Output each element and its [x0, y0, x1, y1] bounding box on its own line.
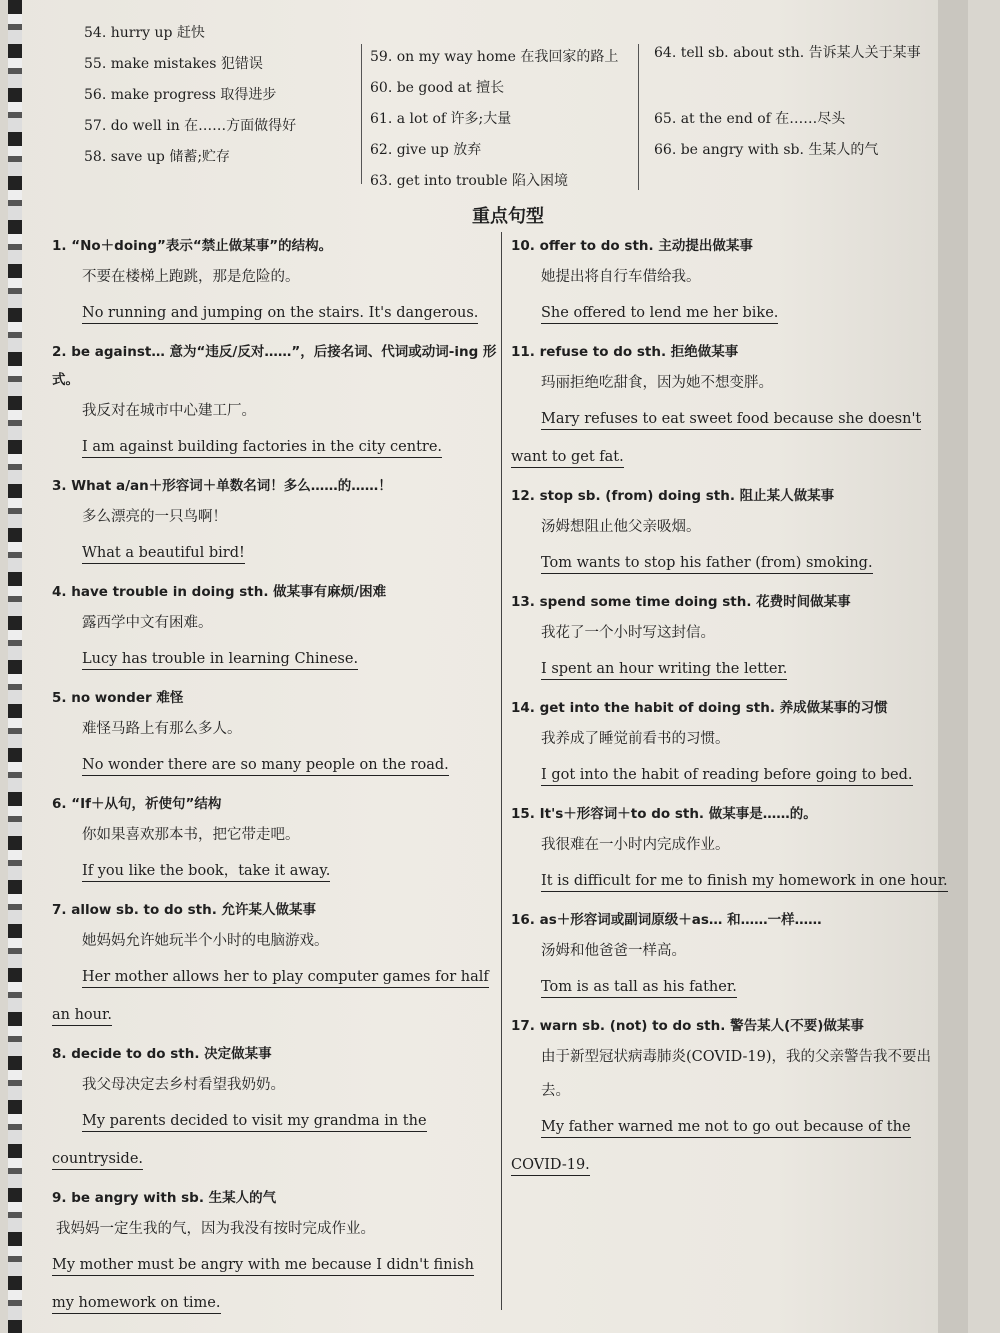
english-answer: I am against building factories in the city centre.	[82, 439, 442, 458]
sentence-pattern	[52, 578, 498, 678]
chinese-sentence: 她妈妈允许她玩半个小时的电脑游戏。	[82, 933, 329, 949]
phrase-item: 65. at the end of 在……尽头	[654, 111, 846, 127]
phrase-list-col3	[654, 42, 924, 166]
chinese-sentence: 我妈妈一定生我的气，因为我没有按时完成作业。	[56, 1221, 375, 1237]
pattern-heading: 7. allow sb. to do sth. 允许某人做某事	[52, 902, 317, 918]
phrase-item: 62. give up 放弃	[370, 142, 482, 158]
phrase-list-col2	[370, 42, 640, 197]
sentence-pattern	[52, 684, 498, 784]
pattern-heading: 5. no wonder 难怪	[52, 690, 184, 706]
sentence-pattern	[52, 232, 498, 332]
pattern-heading: 15. It's＋形容词＋to do sth. 做某事是……的。	[511, 806, 817, 822]
sentence-column-right	[511, 232, 956, 1190]
phrase-item: 58. save up 储蓄;贮存	[84, 149, 231, 165]
sentence-pattern	[511, 338, 956, 476]
pattern-heading: 11. refuse to do sth. 拒绝做某事	[511, 344, 739, 360]
english-answer: I got into the habit of reading before going to bed.	[541, 767, 913, 786]
pattern-heading: 4. have trouble in doing sth. 做某事有麻烦/困难	[52, 584, 387, 600]
sentence-pattern	[52, 338, 498, 466]
phrase-item: 54. hurry up 赶快	[84, 25, 205, 41]
chinese-sentence: 不要在楼梯上跑跳，那是危险的。	[82, 269, 300, 285]
phrase-item: 59. on my way home 在我回家的路上	[370, 49, 619, 65]
chinese-sentence: 多么漂亮的一只鸟啊！	[82, 509, 227, 525]
textbook-page	[8, 0, 968, 1333]
chinese-sentence: 汤姆想阻止他父亲吸烟。	[541, 519, 701, 535]
chinese-sentence: 我反对在城市中心建工厂。	[82, 403, 256, 419]
phrase-item: 55. make mistakes 犯错误	[84, 56, 263, 72]
english-answer: No wonder there are so many people on the road.	[82, 757, 449, 776]
sentence-pattern	[511, 800, 956, 900]
english-answer: Tom is as tall as his father.	[541, 979, 737, 998]
english-answer: Tom wants to stop his father (from) smoking.	[541, 555, 873, 574]
pattern-heading: 17. warn sb. (not) to do sth. 警告某人(不要)做某事	[511, 1018, 864, 1034]
chinese-sentence: 难怪马路上有那么多人。	[82, 721, 242, 737]
sentence-pattern	[511, 482, 956, 582]
english-answer: It is difficult for me to finish my homework in one hour.	[541, 873, 948, 892]
pattern-heading: 8. decide to do sth. 决定做某事	[52, 1046, 272, 1062]
chinese-sentence: 汤姆和他爸爸一样高。	[541, 943, 686, 959]
sentence-pattern	[52, 896, 498, 1034]
english-answer: She offered to lend me her bike.	[541, 305, 778, 324]
chinese-sentence: 我很难在一小时内完成作业。	[541, 837, 730, 853]
english-answer: If you like the book，take it away.	[82, 863, 330, 882]
phrase-item: 56. make progress 取得进步	[84, 87, 277, 103]
pattern-heading: 16. as＋形容词或副词原级＋as… 和……一样……	[511, 912, 822, 928]
phrase-item: 64. tell sb. about sth. 告诉某人关于某事	[654, 45, 921, 61]
english-answer: My mother must be angry with me because I didn't finish my homework on time.	[52, 1257, 474, 1314]
chinese-sentence: 露西学中文有困难。	[82, 615, 213, 631]
column-divider	[501, 232, 502, 1310]
phrase-item: 66. be angry with sb. 生某人的气	[654, 142, 879, 158]
chinese-sentence: 我父母决定去乡村看望我奶奶。	[82, 1077, 285, 1093]
phrase-list-col1	[84, 18, 354, 173]
sentence-pattern	[511, 906, 956, 1006]
phrase-item: 61. a lot of 许多;大量	[370, 111, 512, 127]
sentence-pattern	[52, 790, 498, 890]
chinese-sentence: 我花了一个小时写这封信。	[541, 625, 715, 641]
pattern-heading: 14. get into the habit of doing sth. 养成做某事的习惯	[511, 700, 888, 716]
phrase-item: 57. do well in 在……方面做得好	[84, 118, 297, 134]
chinese-sentence: 我养成了睡觉前看书的习惯。	[541, 731, 730, 747]
pattern-heading: 9. be angry with sb. 生某人的气	[52, 1190, 277, 1206]
chinese-sentence: 她提出将自行车借给我。	[541, 269, 701, 285]
phrase-item: 60. be good at 擅长	[370, 80, 505, 96]
chinese-sentence: 你如果喜欢那本书，把它带走吧。	[82, 827, 300, 843]
english-answer: No running and jumping on the stairs. It's dangerous.	[82, 305, 478, 324]
english-answer: Lucy has trouble in learning Chinese.	[82, 651, 358, 670]
column-divider	[638, 44, 639, 190]
chinese-sentence: 由于新型冠状病毒肺炎(COVID-19)，我的父亲警告我不要出去。	[541, 1049, 931, 1099]
section-title: 重点句型	[472, 206, 544, 227]
pattern-heading: 1. “No＋doing”表示“禁止做某事”的结构。	[52, 238, 333, 254]
sentence-pattern	[52, 472, 498, 572]
sentence-pattern	[52, 1184, 498, 1322]
english-answer: I spent an hour writing the letter.	[541, 661, 787, 680]
pattern-heading: 3. What a/an＋形容词＋单数名词！多么……的……！	[52, 478, 392, 494]
english-answer: Her mother allows her to play computer games for half an hour.	[52, 969, 489, 1026]
chinese-sentence: 玛丽拒绝吃甜食，因为她不想变胖。	[541, 375, 773, 391]
phrase-item: 63. get into trouble 陷入困境	[370, 173, 568, 189]
sentence-pattern	[52, 1040, 498, 1178]
column-divider	[361, 44, 362, 184]
english-answer: Mary refuses to eat sweet food because she doesn't want to get fat.	[511, 411, 921, 468]
sentence-pattern	[511, 694, 956, 794]
english-answer: What a beautiful bird!	[82, 545, 245, 564]
sentence-pattern	[511, 232, 956, 332]
pattern-heading: 6. “If＋从句，祈使句”结构	[52, 796, 222, 812]
pattern-heading: 12. stop sb. (from) doing sth. 阻止某人做某事	[511, 488, 835, 504]
sentence-pattern	[511, 1012, 956, 1184]
pattern-heading: 2. be against… 意为“违反/反对……”，后接名词、代词或动词-ing 形式。	[52, 344, 497, 388]
adjacent-page-edge	[8, 0, 22, 1333]
english-answer: My parents decided to visit my grandma in the countryside.	[52, 1113, 427, 1170]
sentence-pattern	[511, 588, 956, 688]
pattern-heading: 10. offer to do sth. 主动提出做某事	[511, 238, 753, 254]
sentence-column-left	[52, 232, 498, 1328]
english-answer: My father warned me not to go out because of the COVID-19.	[511, 1119, 911, 1176]
pattern-heading: 13. spend some time doing sth. 花费时间做某事	[511, 594, 851, 610]
